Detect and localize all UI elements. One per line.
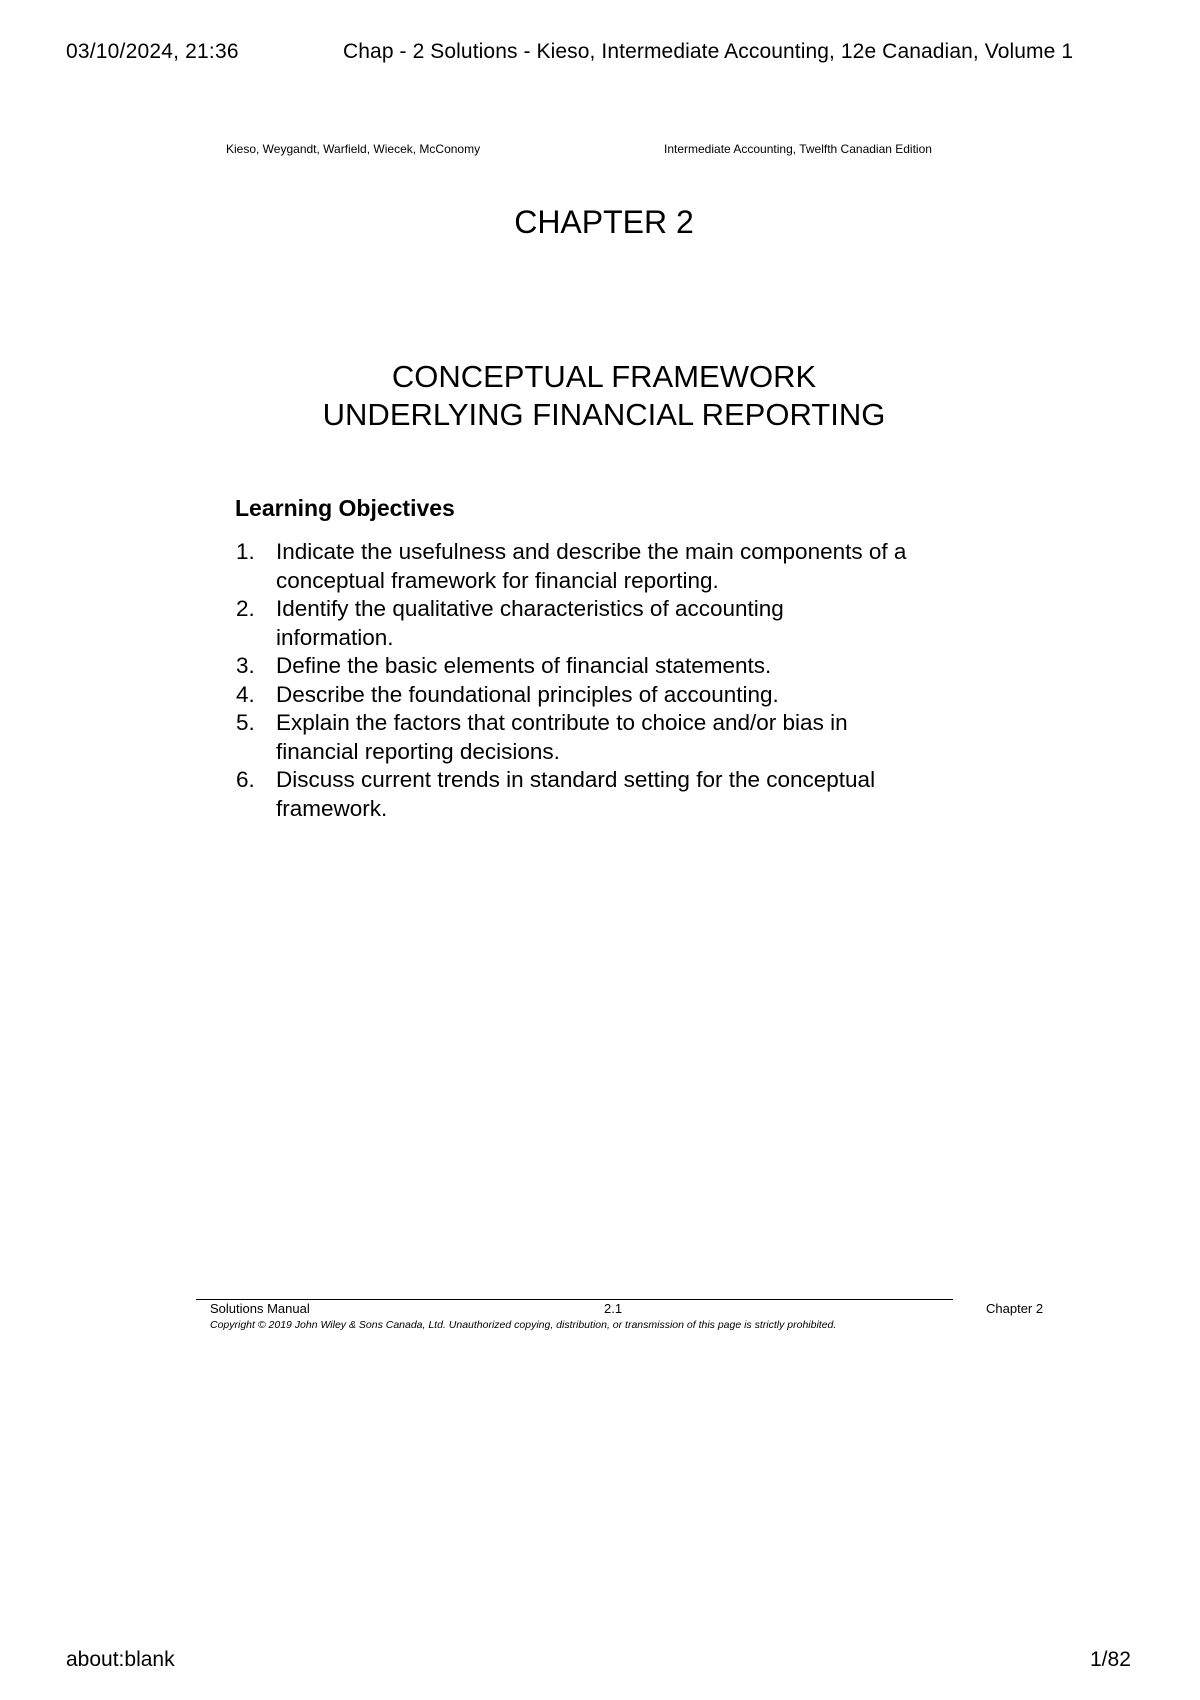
footer-copyright: Copyright © 2019 John Wiley & Sons Canada, Ltd. Unauthorized copying, distribution, or transmission of this page is strictly prohibited. xyxy=(210,1319,837,1331)
running-header-authors: Kieso, Weygandt, Warfield, Wiecek, McConomy xyxy=(226,142,481,156)
chapter-title-line-2: UNDERLYING FINANCIAL REPORTING xyxy=(322,397,886,432)
objective-number: 3. xyxy=(236,653,255,678)
learning-objective-3 xyxy=(236,652,956,681)
objective-number: 1. xyxy=(236,539,255,564)
objective-number: 5. xyxy=(236,710,255,735)
chapter-title-line-1: CONCEPTUAL FRAMEWORK xyxy=(391,359,817,394)
footer-divider xyxy=(196,1299,953,1300)
objective-number: 4. xyxy=(236,681,255,707)
footer-manual-label: Solutions Manual xyxy=(210,1301,310,1316)
objective-text: Identify the qualitative characteristics of accounting information. xyxy=(276,596,784,650)
objective-number: 2. xyxy=(236,596,255,621)
objective-number: 6. xyxy=(236,767,255,792)
learning-objective-5 xyxy=(236,709,956,766)
learning-objectives-heading: Learning Objectives xyxy=(235,495,455,521)
objective-text: Explain the factors that contribute to choice and/or bias in financial reporting decisions. xyxy=(276,710,848,764)
learning-objective-2 xyxy=(236,595,956,652)
chapter-title xyxy=(0,358,1200,434)
footer-page-number: 2.1 xyxy=(604,1301,623,1316)
footer-chapter-label: Chapter 2 xyxy=(986,1301,1044,1316)
learning-objective-1 xyxy=(236,538,956,595)
print-date: 03/10/2024, 21:36 xyxy=(66,40,239,63)
learning-objective-6 xyxy=(236,766,956,823)
objective-text: Discuss current trends in standard setting for the conceptual framework. xyxy=(276,767,876,821)
learning-objectives-list xyxy=(236,538,956,823)
print-document-title: Chap - 2 Solutions - Kieso, Intermediate Accounting, 12e Canadian, Volume 1 xyxy=(343,40,1074,63)
learning-objective-4 xyxy=(236,681,956,710)
objective-text: Indicate the usefulness and describe the main components of a conceptual framework for financial reporting. xyxy=(276,539,907,593)
running-header-book: Intermediate Accounting, Twelfth Canadian Edition xyxy=(664,142,932,156)
print-url: about:blank xyxy=(66,1648,175,1671)
objective-text: Define the basic elements of financial statements. xyxy=(276,653,772,678)
objective-text: Describe the foundational principles of accounting. xyxy=(276,681,779,707)
chapter-heading: CHAPTER 2 xyxy=(514,204,694,240)
print-page-count: 1/82 xyxy=(1090,1648,1131,1671)
